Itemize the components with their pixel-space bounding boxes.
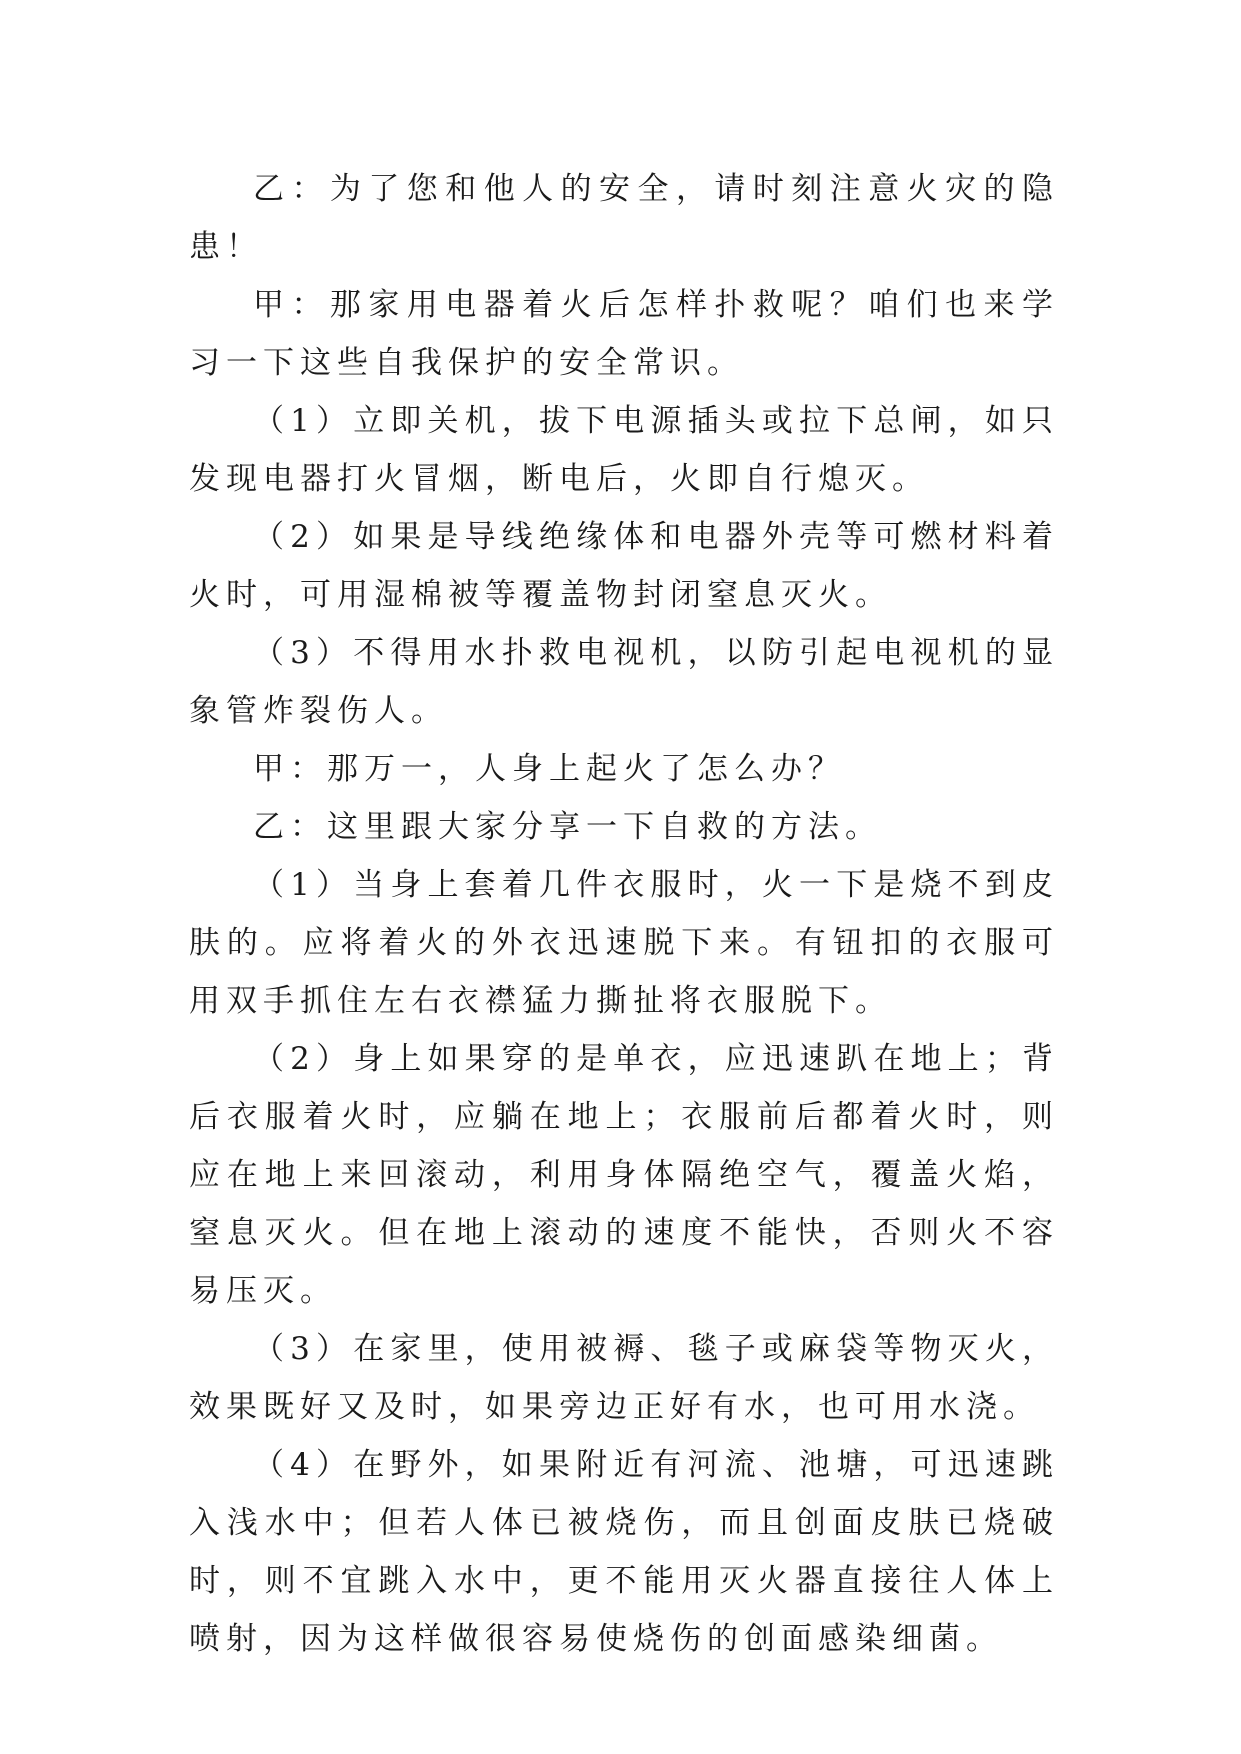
paragraph-self-rescue-step-2: （2）身上如果穿的是单衣，应迅速趴在地上；背后衣服着火时，应躺在地上；衣服前后都着火时，则应在地上来回滚动，利用身体隔绝空气，覆盖火焰，窒息灭火。但在地上滚动的速度不能快，否则火不容易压灭。 xyxy=(189,1041,1059,1309)
paragraph-dialogue-jia-2: 甲：那万一，人身上起火了怎么办？ xyxy=(253,751,845,787)
paragraph-self-rescue-step-4: （4）在野外，如果附近有河流、池塘，可迅速跳入浅水中；但若人体已被烧伤，而且创面皮肤已烧破时，则不宜跳入水中，更不能用灭火器直接往人体上喷射，因为这样做很容易使烧伤的创面感染细菌。 xyxy=(189,1447,1059,1657)
document-body xyxy=(189,160,1059,1668)
paragraph-dialogue-jia-1: 甲：那家用电器着火后怎样扑救呢？咱们也来学习一下这些自我保护的安全常识。 xyxy=(189,287,1059,381)
paragraph-self-rescue-step-3: （3）在家里，使用被褥、毯子或麻袋等物灭火，效果既好又及时，如果旁边正好有水，也可用水浇。 xyxy=(189,1331,1059,1425)
paragraph-dialogue-yi-1: 乙：为了您和他人的安全，请时刻注意火灾的隐患！ xyxy=(189,171,1059,265)
paragraph-self-rescue-step-1: （1）当身上套着几件衣服时，火一下是烧不到皮肤的。应将着火的外衣迅速脱下来。有钮扣的衣服可用双手抓住左右衣襟猛力撕扯将衣服脱下。 xyxy=(189,867,1059,1019)
paragraph-appliance-step-1: （1）立即关机，拔下电源插头或拉下总闸，如只发现电器打火冒烟，断电后，火即自行熄灭。 xyxy=(189,403,1059,497)
paragraph-appliance-step-2: （2）如果是导线绝缘体和电器外壳等可燃材料着火时，可用湿棉被等覆盖物封闭窒息灭火。 xyxy=(189,519,1059,613)
paragraph-appliance-step-3: （3）不得用水扑救电视机，以防引起电视机的显象管炸裂伤人。 xyxy=(189,635,1059,729)
paragraph-dialogue-yi-2: 乙：这里跟大家分享一下自救的方法。 xyxy=(253,809,882,845)
